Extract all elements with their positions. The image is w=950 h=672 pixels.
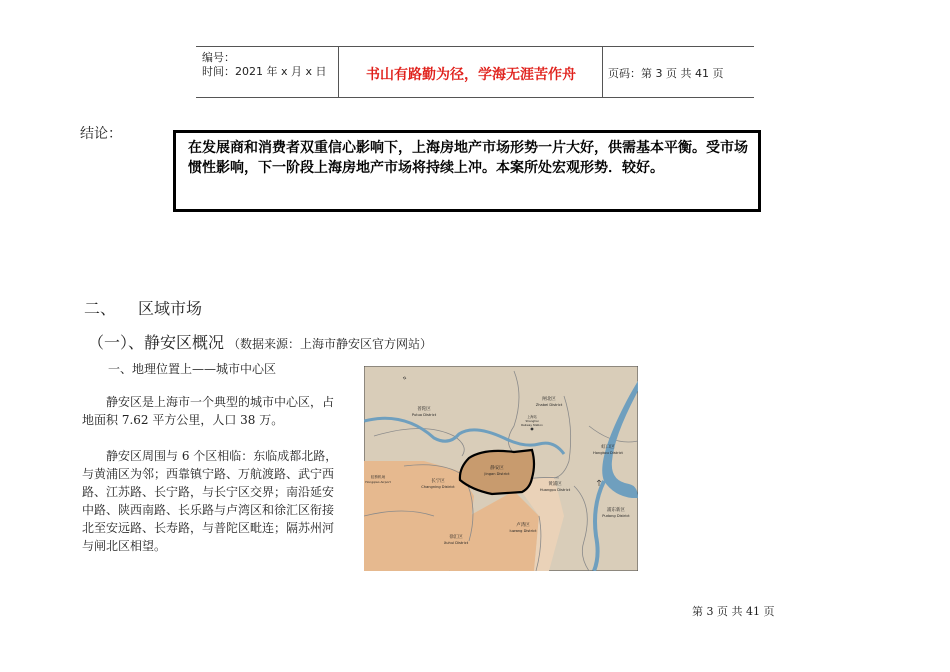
label-huangpu-cn: 黄浦区: [548, 482, 562, 487]
label-changning-cn: 长宁区: [431, 479, 445, 484]
label-pudong-cn: 浦东新区: [607, 508, 625, 513]
label-pudong-en: Pudong District: [602, 514, 630, 518]
label-xuhui-cn: 徐汇区: [449, 535, 463, 540]
page-header: [196, 46, 754, 98]
section-number: 二、: [84, 299, 117, 318]
paragraph-line: 静安区周围与 6 个区相临：东临成都北路，: [106, 449, 338, 463]
label-station-cn: 上海站: [527, 415, 537, 419]
map-compass: N: [402, 375, 408, 381]
paragraph-area: [82, 393, 358, 429]
label-luwan-cn: 卢湾区: [516, 523, 530, 528]
header-page-info: 页码：第 3 页 共 41 页: [608, 67, 724, 80]
header-motto: 书山有路勤为径，学海无涯苦作舟: [366, 67, 576, 83]
header-number: 编号：: [202, 51, 235, 64]
header-time: 时间：2021 年 x 月 x 日: [202, 65, 327, 78]
item-heading: 一、地理位置上——城市中心区: [108, 362, 277, 376]
subsection-heading: [88, 330, 432, 353]
label-huangpu-en: Huangpu District: [539, 488, 571, 492]
section-heading: [84, 296, 202, 319]
label-airport-en: Hongqiao Airport: [365, 480, 391, 484]
station-marker: [531, 428, 534, 431]
header-divider: [338, 47, 339, 97]
paragraph-line: 中路、陕西南路、长乐路与卢湾区和徐汇区衔接: [82, 503, 335, 517]
section-title: 区域市场: [138, 299, 203, 318]
paragraph-line: 北至安远路、长寿路，与普陀区毗连；隔苏州河: [82, 521, 335, 535]
label-zhabei-en: Zhabei District: [535, 403, 563, 407]
label-luwan-en: luwang District: [509, 529, 537, 533]
label-jingan-cn: 静安区: [490, 466, 504, 471]
label-airport-cn: 虹桥机场: [370, 475, 386, 479]
header-divider: [602, 47, 603, 97]
label-jingan-en: Jingan District: [484, 472, 510, 476]
header-meta: [202, 51, 327, 79]
subsection-source: （数据来源：上海市静安区官方网站）: [228, 337, 433, 351]
paragraph-line: 路、江苏路、长宁路，与长宁区交界；南沿延安: [82, 485, 335, 499]
label-hongkou-cn: 虹口区: [601, 445, 615, 450]
conclusion-text: 在发展商和消费者双重信心影响下，上海房地产市场形势一片大好，供需基本平衡。受市场惯性影响，下一阶段上海房地产市场将持续上冲。本案所处宏观形势．较好。: [188, 140, 748, 176]
subsection-title: （一）、静安区概况: [88, 333, 225, 352]
label-station-en2: Railway Station: [521, 423, 543, 427]
conclusion-box: [173, 130, 761, 212]
paragraph-neighbors: [82, 447, 358, 555]
paragraph-line: 静安区是上海市一个典型的城市中心区，占: [106, 395, 335, 409]
label-putuo-en: Putuo District: [411, 413, 437, 417]
label-zhabei-cn: 闸北区: [542, 397, 556, 402]
conclusion-label: 结论：: [80, 126, 122, 142]
label-hongkou-en: Hongkou District: [593, 451, 623, 455]
label-station-en1: Shanghai: [525, 419, 539, 423]
paragraph-line: 地面积 7.62 平方公里，人口 38 万。: [82, 413, 284, 427]
label-xuhui-en: Xuhui District: [443, 541, 469, 545]
district-map: [364, 366, 638, 571]
page-footer: 第 3 页 共 41 页: [692, 605, 775, 618]
label-changning-en: Changning District: [421, 485, 455, 489]
paragraph-line: 与闸北区相望。: [82, 539, 167, 553]
paragraph-line: 与黄浦区为邻；西靠镇宁路、万航渡路、武宁西: [82, 467, 335, 481]
label-putuo-cn: 普陀区: [417, 407, 431, 412]
